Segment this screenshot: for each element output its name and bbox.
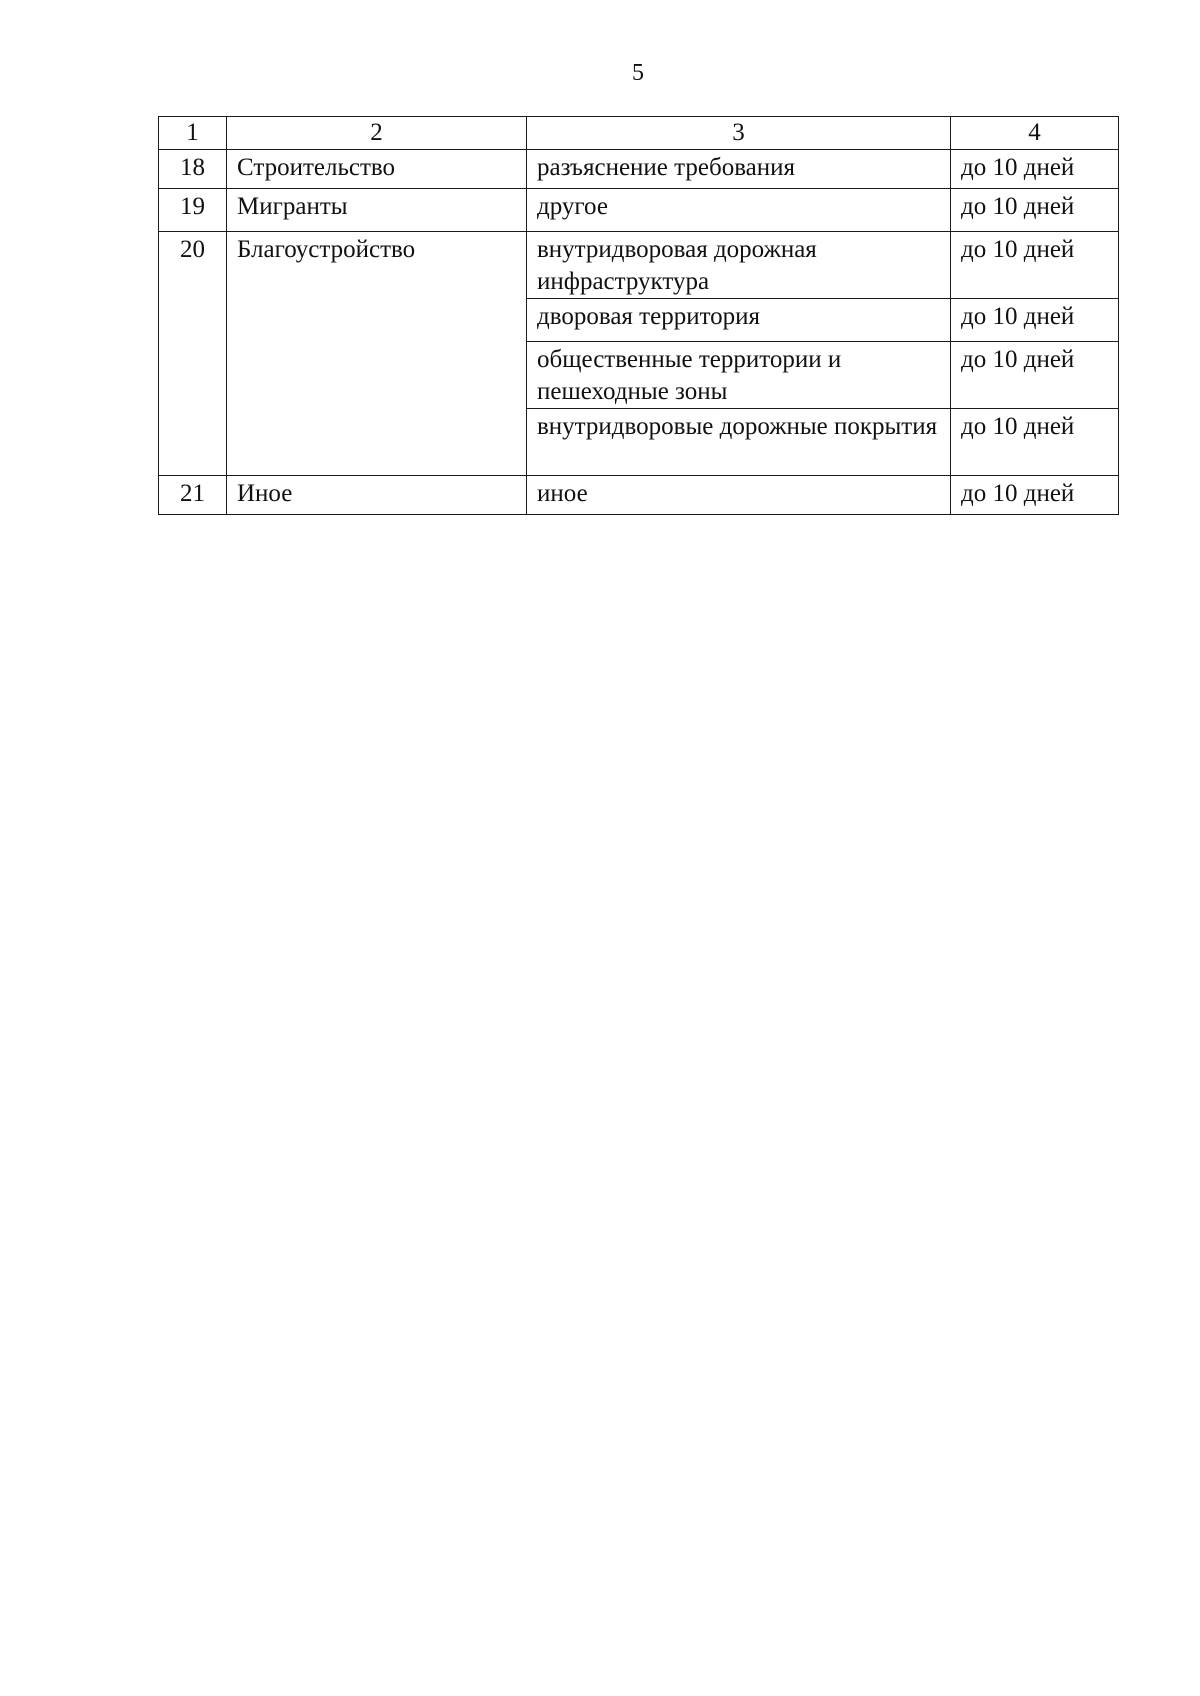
data-table bbox=[158, 116, 1119, 515]
subtopic-cell: разъяснение требования bbox=[527, 150, 951, 189]
header-cell-4: 4 bbox=[951, 117, 1119, 150]
term-cell: до 10 дней bbox=[951, 150, 1119, 189]
subtopic-cell: внутридворовые дорожные покрытия bbox=[527, 409, 951, 476]
term-cell: до 10 дней bbox=[951, 299, 1119, 342]
topic-cell: Иное bbox=[227, 476, 527, 515]
topic-cell: Мигранты bbox=[227, 189, 527, 232]
subtopic-cell: внутридворовая дорожная инфраструктура bbox=[527, 232, 951, 299]
term-cell: до 10 дней bbox=[951, 409, 1119, 476]
row-number: 21 bbox=[159, 476, 227, 515]
topic-cell: Благоустройство bbox=[227, 232, 527, 476]
subtopic-cell: другое bbox=[527, 189, 951, 232]
subtopic-cell: иное bbox=[527, 476, 951, 515]
header-cell-3: 3 bbox=[527, 117, 951, 150]
table-header-row bbox=[159, 117, 1119, 150]
row-number: 19 bbox=[159, 189, 227, 232]
term-cell: до 10 дней bbox=[951, 342, 1119, 409]
subtopic-cell: общественные территории и пешеходные зоны bbox=[527, 342, 951, 409]
header-cell-1: 1 bbox=[159, 117, 227, 150]
row-number: 18 bbox=[159, 150, 227, 189]
term-cell: до 10 дней bbox=[951, 232, 1119, 299]
subtopic-cell: дворовая территория bbox=[527, 299, 951, 342]
header-cell-2: 2 bbox=[227, 117, 527, 150]
row-number: 20 bbox=[159, 232, 227, 476]
table-row bbox=[159, 150, 1119, 189]
table-row bbox=[159, 189, 1119, 232]
table-row bbox=[159, 232, 1119, 299]
table-row bbox=[159, 476, 1119, 515]
term-cell: до 10 дней bbox=[951, 476, 1119, 515]
term-cell: до 10 дней bbox=[951, 189, 1119, 232]
topic-cell: Строительство bbox=[227, 150, 527, 189]
page-number: 5 bbox=[632, 60, 644, 86]
